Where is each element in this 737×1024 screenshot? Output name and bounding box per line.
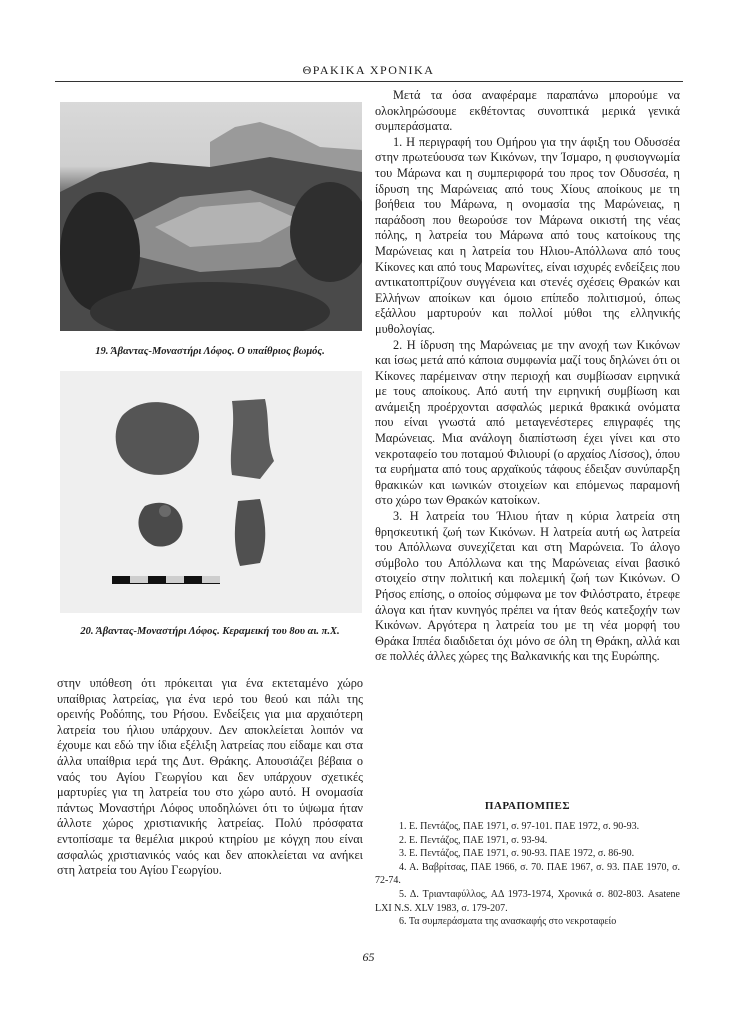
figure-20-photo [60,371,362,613]
left-column [57,676,363,879]
page-number: 65 [362,950,375,964]
reference-item: 4. Α. Βαβρίτσας, ΠΑΕ 1966, σ. 70. ΠΑΕ 1967, σ. 93. ΠΑΕ 1970, σ. 72-74. [375,861,680,887]
running-header: ΘΡΑΚΙΚΑ ΧΡΟΝΙΚΑ [302,63,435,77]
header-rule [55,81,683,82]
reference-item: 1. Ε. Πεντάζος, ΠΑΕ 1971, σ. 97-101. ΠΑΕ 1972, σ. 90-93. [399,821,640,832]
left-paragraph: στην υπόθεση ότι πρόκειται για ένα εκτεταμένο χώρο υπαίθριας λατρείας, για ένα ιερό του θεού και πάλι της ορεινής Ροδόπης, του Ρήσου. Ενδείξεις για μια αρχαιότερη λατρεία του ήλιου υπάρχουν. Δεν αποκλείεται λοιπόν να έχουμε και εδώ την ίδια εξέλιξη λατρείας που είδαμε και στα άλλα υπαίθρια ιερά της Δυτ. Θράκης. Απουσιάζει βέβαια ο ναός του Αγίου Γεωργίου και δεν υπάρχουν σχετικές μαρτυρίες για τη λατρεία του στο χώρο αυτό. Η ονομασία πάντως Μοναστήρι Λόφος υποδηλώνει ότι το ύψωμα ήταν άλλοτε χώρος χριστιανικής λατρείας. Πολύ πρόσφατα εντοπίσαμε τα θεμέλια μικρού κτηρίου με κόγχη που είναι ασφαλώς χριστιανικός ναός και δεν αποκλείεται να ανήκει στη λατρεία του Αγίου Γεωργίου. [57,676,363,878]
right-paragraph-2: 2. Η ίδρυση της Μαρώνειας με την ανοχή των Κικόνων και ίσως μετά από κάποια συμφωνία μαζί τους δηλώνει ότι οι Κίκονες παρέμειναν στην περιοχή και συμβίωσαν ειρηνικά με τους αποίκους. Από αυτή την ειρηνική συμβίωση και ανάμειξη προέρχονται ασφαλώς μερικά θρακικά ονόματα που είναι γνωστά από μεταγενέστερες επιγραφές της Μαρώνειας. Μια ανάλογη διαπίστωση έχει γίνει και στο νεκροταφείο του ποταμού Φιλιουρί (ο αρχαίος Λίσσος), όπου τα ευρήματα από τους αρχαϊκούς τάφους έδειξαν συνύπαρξη θρακικών και ιωνικών στοιχείων και επόμενως παραμονή στο χώρο των Θρακών κατοίκων. [375,337,680,508]
figure-19-photo [60,102,362,331]
reference-item: 6. Τα συμπεράσματα της ανασκαφής στο νεκροταφείο [399,916,617,928]
references-list [375,820,680,929]
right-paragraph-1: 1. Η περιγραφή του Ομήρου για την άφιξη του Οδυσσέα στην πρωτεύουσα των Κικόνων, την Ίσμαρο, η φυσιογνωμία του Μάρωνα και η συμπεριφορά του προς τον Οδυσσέα, η ίδρυση της Μαρώνειας από τους Χίους αποίκους με τη βοήθεια του Μάρωνα, η ονομασία της Μαρώνειας, η παράδοση που θεωρούσε τον Μάρωνα οικιστή της νέας πόλης, η λατρεία του Μάρωνα από τους κατοίκους της Μαρώνειας και η λατρεία του Ηλιου-Απόλλωνα από τους Κίκονες και από τους Μαρωνίτες, είναι ισχυρές ενδείξεις που αντικατοπτρίζουν συγγένεια και στενές σχέσεις Θρακών και Ελλήνων αποίκων και όμοιο επίπεδο πολιτισμού, όπως εξάλλου μαρτυρούν και πολλοί μύθοι της ελληνικής μυθολογίας. [375,134,680,336]
references-title: ΠΑΡΑΠΟΜΠΕΣ [484,800,571,812]
right-paragraph-3: 3. Η λατρεία του Ήλιου ήταν η κύρια λατρεία στη θρησκευτική ζωή των Κικόνων. Η λατρεία αυτή ως λατρεία του Απόλλωνα συνεχίζεται και στη Μαρώνεια. Το άλογο σύμβολο του Απόλλωνα και της Μαρώνειας είναι βασικό στοιχείο στην πολιτική και πολεμική ζωή των Κικόνων. Ο Ρήσος επίσης, ο οποίος σύμφωνα με τον Φιλόστρατο, έτρεφε άλογα και ήταν κυνηγός πρέπει να ήταν θεός κατεξοχήν των Κικόνων. Αργότερα η λατρεία του με τη νέα μορφή του Θράκα Ιππέα διαδιδεται όχι μόνο σε όλη τη Θράκη, αλλά και σε πολλές άλλες χώρες της Βαλκανικής και της Ευρώπης. [375,509,680,664]
reference-item: 2. Ε. Πεντάζος, ΠΑΕ 1971, σ. 93-94. [399,834,548,846]
figure-19-caption: 19. Άβαντας-Μοναστήρι Λόφος. Ο υπαίθριος βωμός. [95,346,325,357]
right-column [375,88,680,665]
reference-item: 5. Δ. Τριανταφύλλος, ΑΔ 1973-1974, Χρονικά σ. 802-803. Asatene LXI N.S. XLV 1983, σ. 179-207. [375,888,680,914]
reference-item: 3. Ε. Πεντάζος, ΠΑΕ 1971, σ. 90-93. ΠΑΕ 1972, σ. 86-90. [399,848,635,860]
right-paragraph-intro: Μετά τα όσα αναφέραμε παραπάνω μπορούμε να ολοκληρώσουμε εκθέτοντας συνοπτικά μερικά γενικά συμπεράσματα. [375,88,680,134]
figure-20-caption: 20. Άβαντας-Μοναστήρι Λόφος. Κεραμεική του 8ου αι. π.Χ. [80,626,340,637]
